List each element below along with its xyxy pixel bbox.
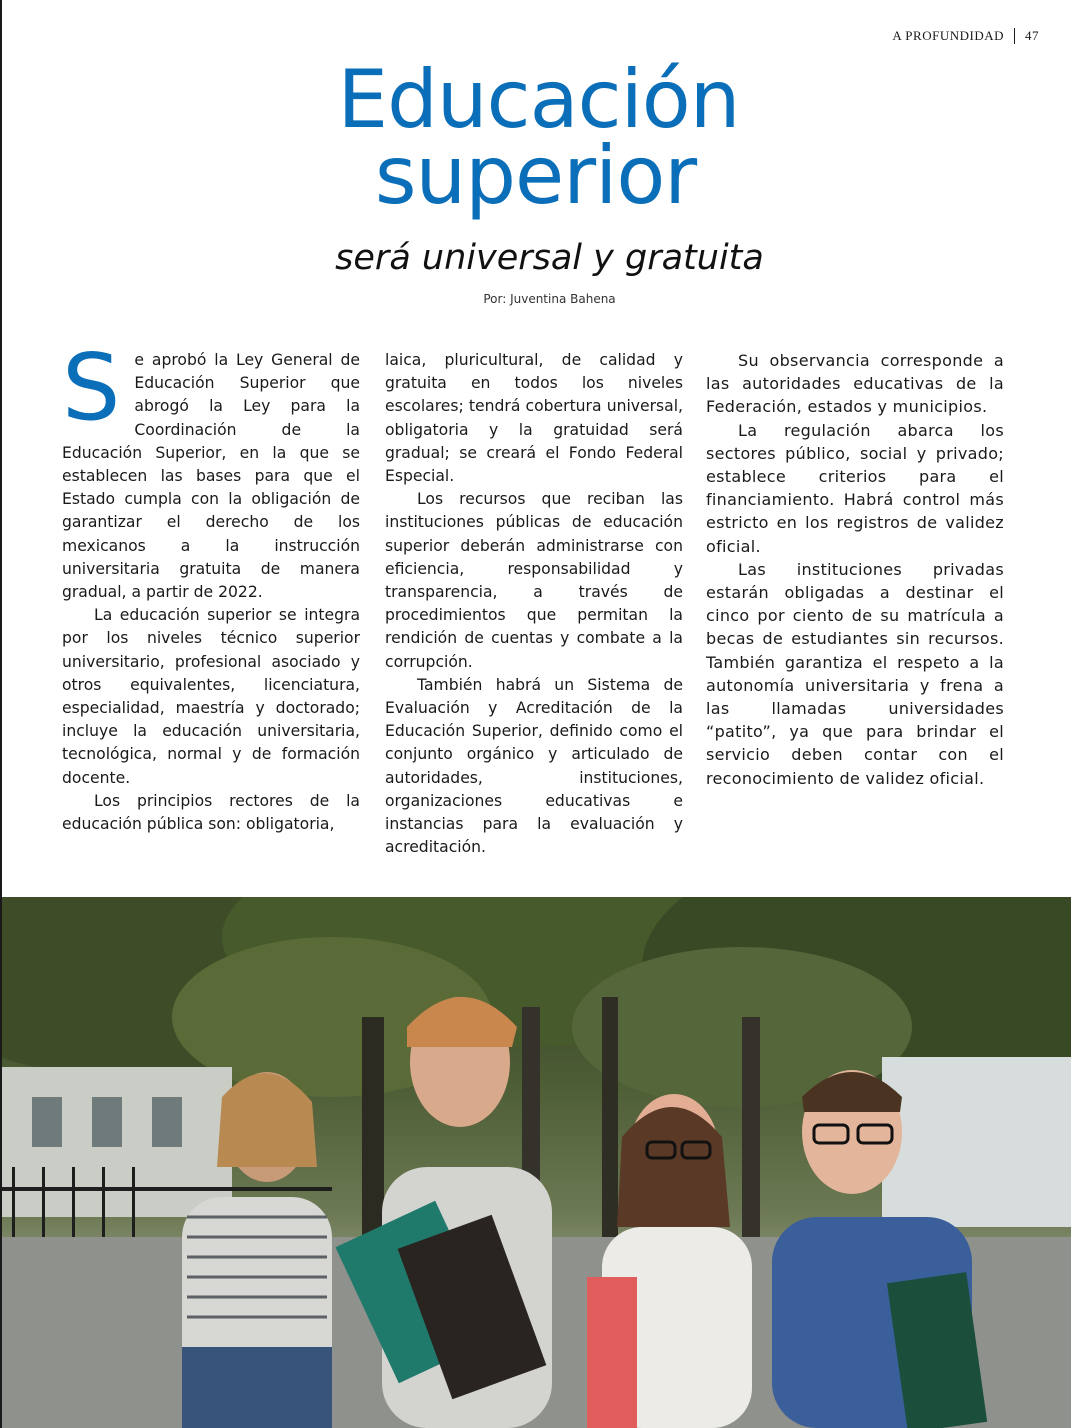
column-3 <box>706 349 1004 790</box>
byline: Por: Juventina Bahena <box>483 292 616 306</box>
title-line-1: Educación <box>337 53 740 146</box>
running-head <box>892 28 1039 44</box>
paragraph-text: e aprobó la Ley General de Educación Superior que abrogó la Ley para la Coordinación de la Educación Superior, en la que se establecen las bases para que el Estado cumpla con la obligación de garantizar el derecho de los mexicanos a la instrucción universitaria gratuita de manera gradual, a partir de 2022. <box>62 351 360 602</box>
paragraph: Los principios rectores de la educación pública son: obligatoria, <box>62 791 360 834</box>
article-title <box>0 53 1071 222</box>
title-line-2: superior <box>374 129 697 222</box>
drop-cap: S <box>62 334 121 441</box>
column-2 <box>385 349 683 859</box>
paragraph: La regulación abarca los sectores público, social y privado; establece criterios para el financiamiento. Habrá control más estricto en los registros de validez oficial. <box>706 420 1004 556</box>
article-subtitle: será universal y gratuita <box>335 238 764 278</box>
paragraph: Su observancia corresponde a las autoridades educativas de la Federación, estados y municipios. <box>706 351 1004 417</box>
section-label: A PROFUNDIDAD <box>892 28 1004 43</box>
paragraph: La educación superior se integra por los niveles técnico superior universitario, profesional asociado y otros equivalentes, licenciatura, especialidad, maestría y doctorado; incluye la educación universitaria, tecnológica, normal y de formación docente. <box>62 606 360 787</box>
paragraph: laica, pluricultural, de calidad y gratuita en todos los niveles escolares; tendrá cobertura universal, obligatoria y la gratuidad será gradual; se creará el Fondo Federal Especial. <box>385 351 683 486</box>
photo-illustration <box>2 897 1071 1428</box>
page-number: 47 <box>1025 28 1039 43</box>
header-separator <box>1014 28 1015 44</box>
students-photo <box>2 897 1071 1428</box>
column-1 <box>62 334 360 836</box>
paragraph: Las instituciones privadas estarán obligadas a destinar el cinco por ciento de su matrícula a becas de estudiantes sin recursos. También garantiza el respeto a la autonomía universitaria y frena a las llamadas universidades “patito”, ya que para brindar el servicio deben contar con el reconocimiento de validez oficial. <box>706 559 1004 788</box>
paragraph: También habrá un Sistema de Evaluación y Acreditación de la Educación Superior, definido como el conjunto orgánico y articulado de autoridades, instituciones, organizaciones educativas e instancias para la evaluación y acreditación. <box>385 675 683 857</box>
paragraph: Los recursos que reciban las instituciones públicas de educación superior deberán administrarse con eficiencia, responsabilidad y transparencia, a través de procedimientos que permitan la rendición de cuentas y combate a la corrupción. <box>385 490 683 671</box>
paragraph <box>62 334 360 604</box>
